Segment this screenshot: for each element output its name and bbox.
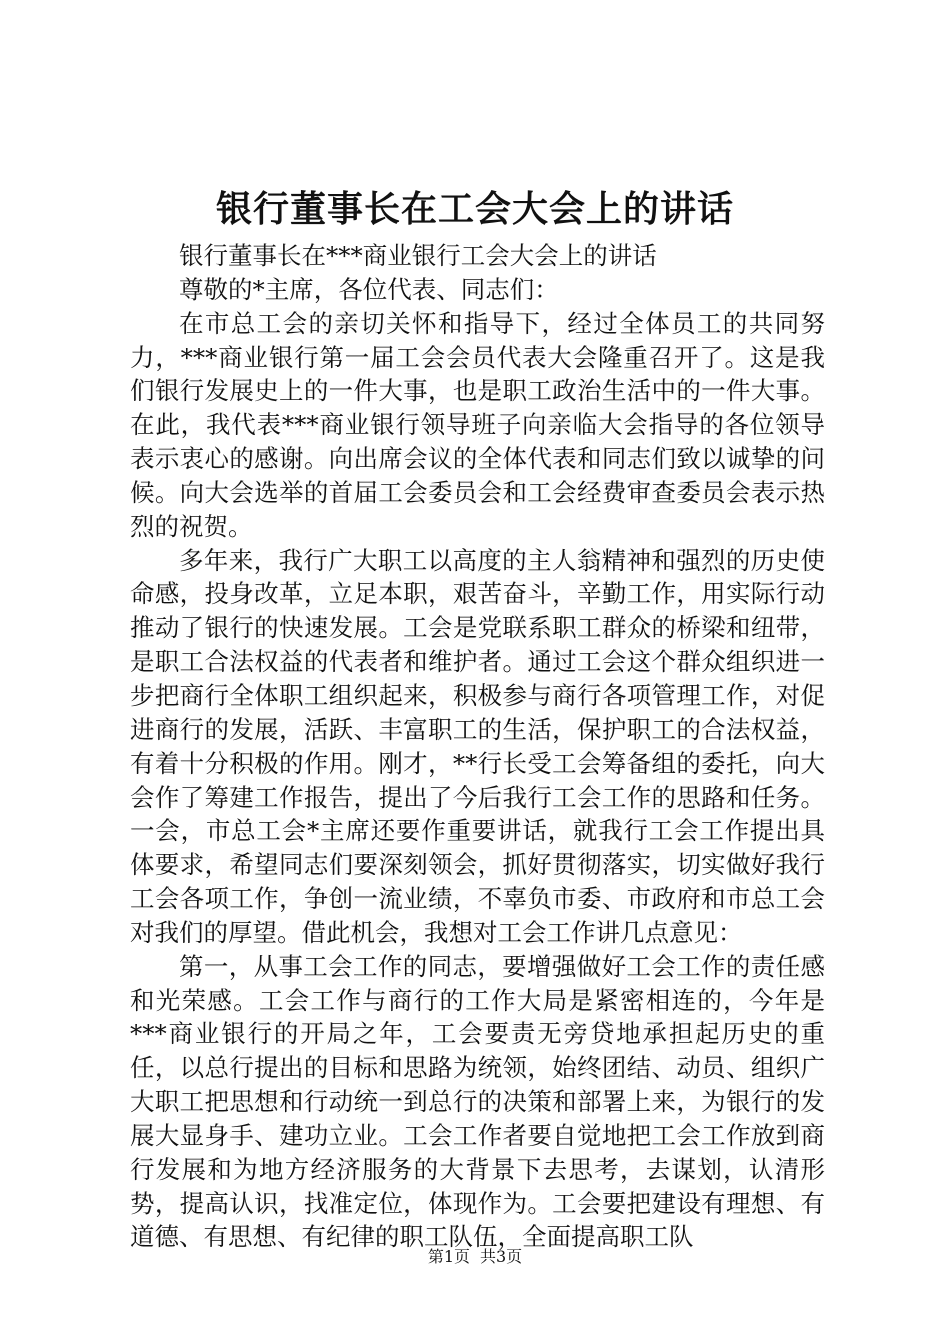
page-total: 共3页	[480, 1247, 523, 1266]
paragraph-opening: 在市总工会的亲切关怀和指导下，经过全体员工的共同努力，***商业银行第一届工会会员代表大会隆重召开了。这是我们银行发展史上的一件大事，也是职工政治生活中的一件大事。在此，我代表***商业银行领导班子向亲临大会指导的各位领导表示衷心的感谢。向出席会议的全体代表和同志们致以诚挚的问候。向大会选举的首届工会委员会和工会经费审查委员会表示热烈的祝贺。	[130, 308, 825, 541]
document-body	[130, 239, 825, 1254]
paragraph-point-one: 第一，从事工会工作的同志，要增强做好工会工作的责任感和光荣感。工会工作与商行的工作大局是紧密相连的，今年是***商业银行的开局之年，工会要责无旁贷地承担起历史的重任，以总行提出的目标和思路为统领，始终团结、动员、组织广大职工把思想和行动统一到总行的决策和部署上来，为银行的发展大显身手、建功立业。工会工作者要自觉地把工会工作放到商行发展和为地方经济服务的大背景下去思考，去谋划，认清形势，提高认识，找准定位，体现作为。工会要把建设有理想、有道德、有思想、有纪律的职工队伍，全面提高职工队	[130, 951, 825, 1252]
salutation: 尊敬的*主席，各位代表、同志们：	[179, 274, 559, 304]
page-footer	[0, 1245, 950, 1269]
paragraph-union-role: 多年来，我行广大职工以高度的主人翁精神和强烈的历史使命感，投身改革，立足本职，艰苦奋斗，辛勤工作，用实际行动推动了银行的快速发展。工会是党联系职工群众的桥梁和纽带，是职工合法权益的代表者和维护者。通过工会这个群众组织进一步把商行全体职工组织起来，积极参与商行各项管理工作，对促进商行的发展，活跃、丰富职工的生活，保护职工的合法权益，有着十分积极的作用。刚才，**行长受工会筹备组的委托，向大会作了筹建工作报告，提出了今后我行工会工作的思路和任务。一会，市总工会*主席还要作重要讲话，就我行工会工作提出具体要求，希望同志们要深刻领会，抓好贯彻落实，切实做好我行工会各项工作，争创一流业绩，不辜负市委、市政府和市总工会对我们的厚望。借此机会，我想对工会工作讲几点意见：	[130, 545, 825, 947]
page-number: 第1页	[427, 1247, 470, 1266]
speech-heading: 银行董事长在***商业银行工会大会上的讲话	[179, 241, 657, 270]
document-title: 银行董事长在工会大会上的讲话	[215, 188, 734, 230]
